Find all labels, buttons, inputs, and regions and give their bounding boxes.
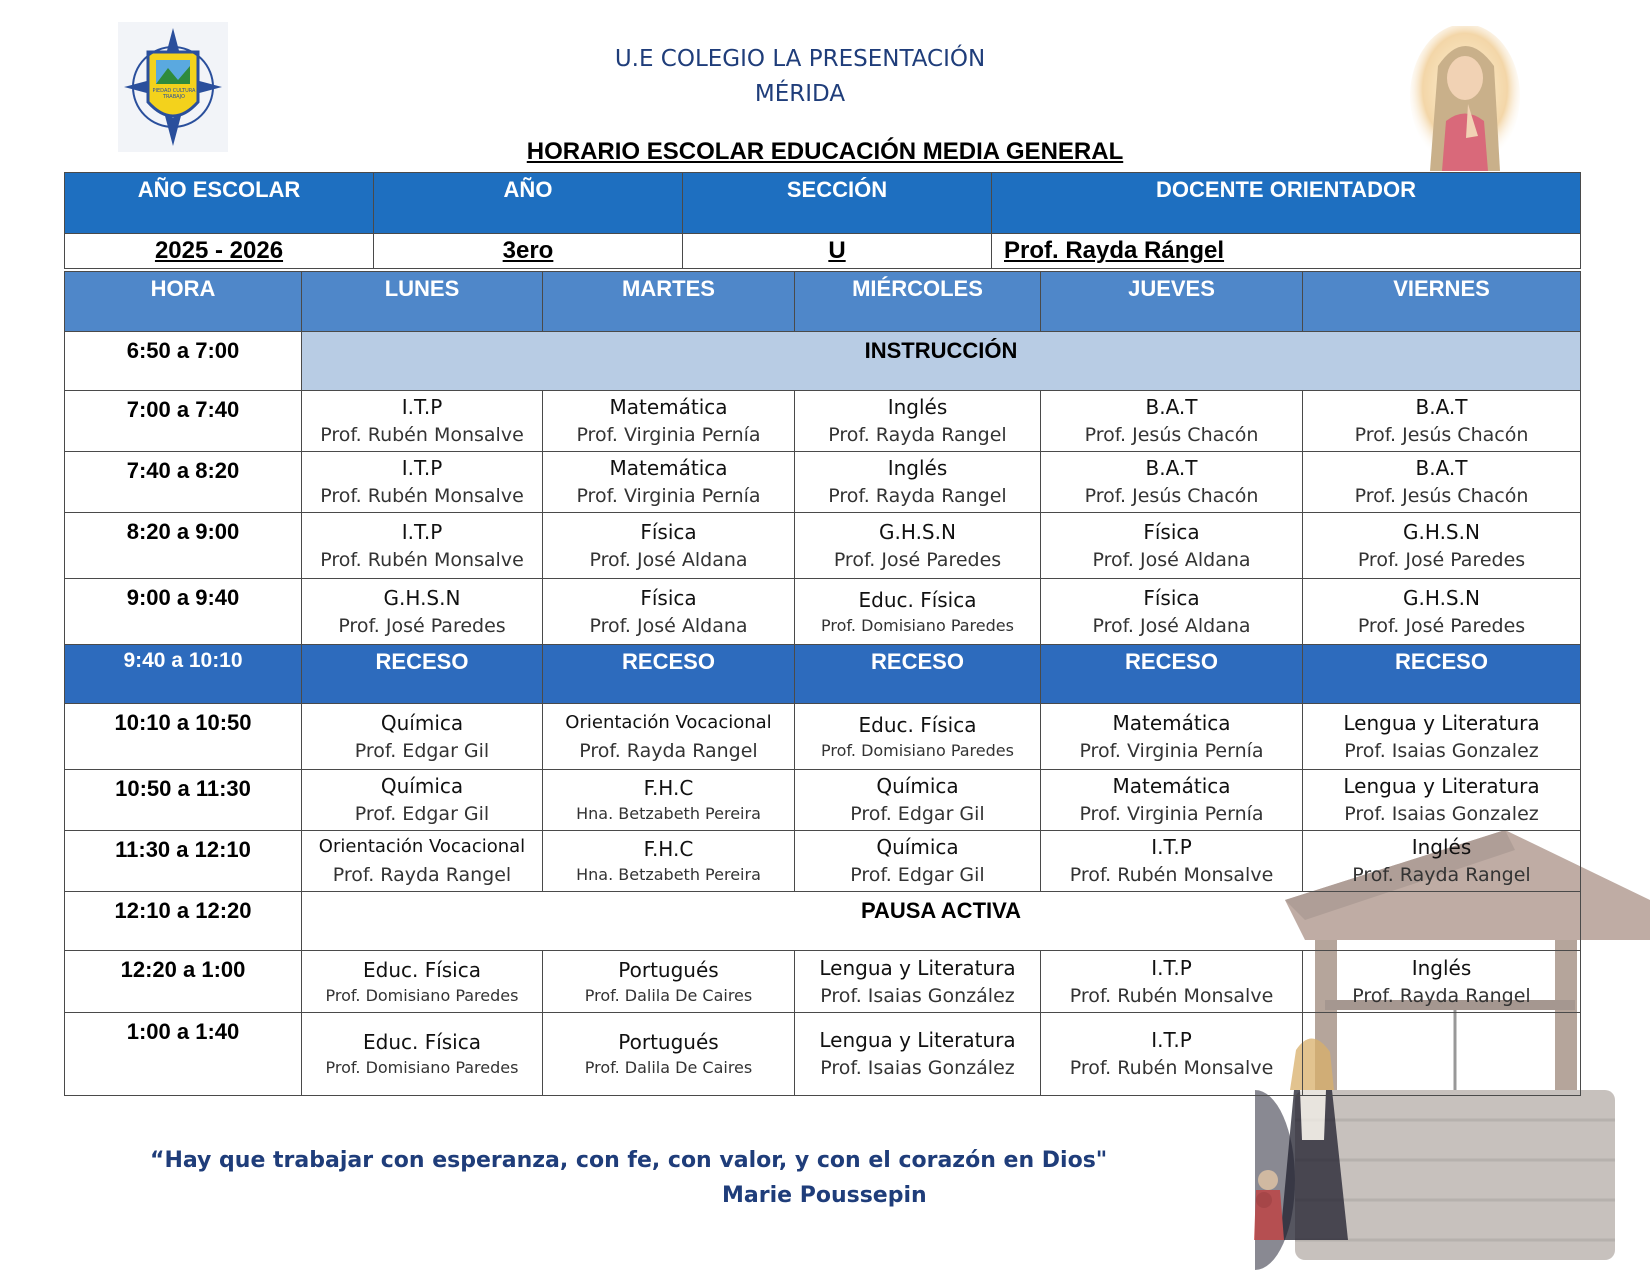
subject-name: Inglés [1411,835,1472,859]
subject-name: B.A.T [1415,456,1468,480]
teacher-name: Prof. Virginia Pernía [576,485,761,507]
teacher-name: Prof. Dalila De Caires [584,1058,753,1077]
class-cell [543,579,795,645]
subject-name: Física [640,519,697,544]
teacher-name: Prof. Rayda Rangel [828,485,1007,507]
hour-cell: 9:40 a 10:10 [65,645,302,704]
class-cell [302,1013,543,1096]
schedule-row [65,704,1581,770]
class-cell [302,579,543,645]
receso-cell: RECESO [1041,645,1303,704]
class-cell [302,951,543,1013]
subject-name: Lengua y Literatura [1343,774,1540,798]
label-year: AÑO [374,173,683,234]
value-school-year: 2025 - 2026 [65,234,374,269]
subject-name: Portugués [618,957,719,982]
subject-name: Química [380,774,464,798]
label-guidance-teacher: DOCENTE ORIENTADOR [992,173,1581,234]
class-cell [1041,1013,1303,1096]
teacher-name: Prof. Isaias González [820,984,1015,1007]
hour-cell: 7:00 a 7:40 [65,391,302,452]
subject-name: Lengua y Literatura [819,1028,1016,1052]
teacher-name: Prof. Dalila De Caires [584,985,753,1005]
teacher-name: Hna. Betzabeth Pereira [576,865,761,884]
class-cell [795,704,1041,770]
subject-name: I.T.P [1151,1028,1192,1052]
class-cell [543,951,795,1013]
class-cell [1303,831,1581,892]
class-cell [1303,1013,1581,1096]
active-pause-row [65,892,1581,951]
class-cell [302,770,543,831]
hour-cell: 10:50 a 11:30 [65,770,302,831]
header-wednesday: MIÉRCOLES [795,272,1041,332]
value-section: U [683,234,992,269]
header-monday: LUNES [302,272,543,332]
class-cell [1041,452,1303,513]
hour-cell: 12:10 a 12:20 [65,892,302,951]
teacher-name: Prof. Virginia Pernía [1079,803,1264,825]
teacher-name: Prof. Rayda Rangel [1352,984,1531,1007]
header-tuesday: MARTES [543,272,795,332]
class-cell [302,452,543,513]
teacher-name: Prof. Rubén Monsalve [1069,984,1274,1007]
hour-cell: 8:20 a 9:00 [65,513,302,579]
header-hour: HORA [65,272,302,332]
subject-name: Lengua y Literatura [819,955,1016,980]
header-friday: VIERNES [1303,272,1581,332]
subject-name: I.T.P [401,456,443,480]
subject-name: Física [1143,519,1200,544]
receso-row [65,645,1581,704]
class-cell [543,704,795,770]
teacher-name: Prof. Jesús Chacón [1354,424,1529,446]
receso-cell: RECESO [302,645,543,704]
schedule-row [65,831,1581,892]
subject-name: Orientación Vocacional [318,836,526,857]
teacher-name: Prof. Rayda Rangel [1352,864,1531,886]
subject-name: G.H.S.N [383,585,461,610]
label-section: SECCIÓN [683,173,992,234]
teacher-name: Prof. Rubén Monsalve [1069,1057,1274,1079]
teacher-name: Prof. Jesús Chacón [1084,424,1259,446]
schedule-row [65,579,1581,645]
subject-name: B.A.T [1145,395,1198,419]
class-cell [1303,951,1581,1013]
teacher-name: Prof. Domisiano Paredes [821,615,1014,635]
receso-cell: RECESO [1303,645,1581,704]
school-name: U.E COLEGIO LA PRESENTACIÓN [614,46,986,72]
subject-name: F.H.C [643,837,694,861]
class-cell [1041,704,1303,770]
subject-name: G.H.S.N [1403,519,1480,544]
teacher-name: Prof. Virginia Pernía [576,424,761,446]
teacher-name: Prof. Domisiano Paredes [325,985,519,1005]
teacher-name: Prof. Isaias González [820,1057,1015,1079]
subject-name: Educ. Física [362,1030,481,1054]
class-cell [1303,513,1581,579]
schedule-row [65,951,1581,1013]
class-cell [1041,951,1303,1013]
receso-cell: RECESO [543,645,795,704]
teacher-name: Prof. José Paredes [338,614,506,637]
subject-name: Matemática [1112,774,1231,798]
class-cell [1041,770,1303,831]
teacher-name: Prof. Jesús Chacón [1354,485,1529,507]
subject-name: Química [876,774,959,798]
label-school-year: AÑO ESCOLAR [65,173,374,234]
teacher-name: Prof. Edgar Gil [850,864,985,886]
hour-cell: 11:30 a 12:10 [65,831,302,892]
teacher-name: Prof. José Aldana [1092,614,1251,637]
schedule-row [65,391,1581,452]
class-cell [795,770,1041,831]
teacher-name: Prof. Domisiano Paredes [325,1058,519,1077]
subject-name: I.T.P [401,519,443,544]
class-cell [795,579,1041,645]
teacher-name: Prof. Isaias Gonzalez [1344,803,1539,825]
instruction-row [65,332,1581,391]
teacher-name: Prof. José Paredes [1357,548,1526,571]
subject-name: Matemática [1112,710,1231,735]
class-cell [1041,831,1303,892]
subject-name: Inglés [887,395,948,419]
subject-name: Portugués [618,1030,719,1054]
subject-name: Educ. Física [858,587,977,612]
school-logo [118,22,228,152]
hour-cell: 6:50 a 7:00 [65,332,302,391]
subject-name: G.H.S.N [1403,585,1480,610]
class-cell [543,1013,795,1096]
teacher-name: Prof. Jesús Chacón [1084,485,1259,507]
subject-name: Educ. Física [362,957,481,982]
subject-name: Química [876,835,959,859]
subject-name: I.T.P [401,395,443,419]
subject-name: Matemática [609,395,728,419]
class-cell [1303,704,1581,770]
hour-cell: 9:00 a 9:40 [65,579,302,645]
section-info-table [64,172,1581,269]
class-cell [1041,513,1303,579]
value-year: 3ero [374,234,683,269]
schedule-row [65,452,1581,513]
class-cell [543,831,795,892]
teacher-name: Hna. Betzabeth Pereira [576,804,761,823]
virgin-mary-image [1408,26,1523,171]
class-cell [1041,579,1303,645]
class-cell [1303,452,1581,513]
hour-cell: 12:20 a 1:00 [65,951,302,1013]
class-cell [1303,391,1581,452]
schedule-title: HORARIO ESCOLAR EDUCACIÓN MEDIA GENERAL [526,138,1124,165]
schedule-table [64,271,1581,1096]
teacher-name: Prof. Edgar Gil [354,739,490,762]
teacher-name: Prof. Rubén Monsalve [1069,864,1274,886]
teacher-name: Prof. Edgar Gil [850,803,985,825]
teacher-name: Prof. Edgar Gil [354,803,490,825]
instruction-cell: INSTRUCCIÓN [302,332,1581,391]
hour-cell: 1:00 a 1:40 [65,1013,302,1096]
subject-name: B.A.T [1415,395,1468,419]
teacher-name: Prof. Domisiano Paredes [821,740,1014,760]
value-guidance-teacher: Prof. Rayda Rángel [992,234,1581,269]
subject-name: G.H.S.N [879,519,956,544]
subject-name: Matemática [609,456,728,480]
class-cell [795,951,1041,1013]
subject-name: Educ. Física [858,712,977,737]
teacher-name: Prof. Rubén Monsalve [320,548,524,571]
class-cell [302,831,543,892]
logo-motto: PIEDAD CULTURA TRABAJO [152,88,196,100]
teacher-name: Prof. Rayda Rangel [579,739,758,762]
subject-name: Orientación Vocacional [565,711,772,733]
subject-name: Física [640,585,697,610]
class-cell [795,452,1041,513]
teacher-name: Prof. Rubén Monsalve [320,485,524,507]
teacher-name: Prof. Rubén Monsalve [320,424,524,446]
class-cell [543,770,795,831]
teacher-name: Prof. Isaias Gonzalez [1344,739,1539,762]
class-cell [795,391,1041,452]
footer-quote: “Hay que trabajar con esperanza, con fe, con valor, y con el corazón en Dios" [150,1148,1108,1173]
class-cell [1303,579,1581,645]
schedule-row [65,770,1581,831]
class-cell [1303,770,1581,831]
subject-name: Inglés [1411,955,1472,980]
schedule-row [65,513,1581,579]
teacher-name: Prof. Rayda Rangel [828,424,1007,446]
schedule-row [65,1013,1581,1096]
quote-author: Marie Poussepin [722,1183,927,1208]
header-thursday: JUEVES [1041,272,1303,332]
school-city: MÉRIDA [754,81,846,107]
class-cell [302,704,543,770]
class-cell [1041,391,1303,452]
receso-cell: RECESO [795,645,1041,704]
class-cell [795,1013,1041,1096]
class-cell [795,513,1041,579]
teacher-name: Prof. José Paredes [833,548,1002,571]
subject-name: B.A.T [1145,456,1198,480]
subject-name: Química [380,710,464,735]
class-cell [795,831,1041,892]
class-cell [543,513,795,579]
subject-name: I.T.P [1151,835,1192,859]
teacher-name: Prof. José Aldana [589,548,748,571]
subject-name: Física [1143,585,1200,610]
teacher-name: Prof. Rayda Rangel [332,864,512,886]
class-cell [302,513,543,579]
hour-cell: 7:40 a 8:20 [65,452,302,513]
subject-name: Lengua y Literatura [1343,710,1540,735]
subject-name: F.H.C [643,776,694,800]
teacher-name: Prof. José Paredes [1357,614,1526,637]
class-cell [302,391,543,452]
hour-cell: 10:10 a 10:50 [65,704,302,770]
active-pause-cell: PAUSA ACTIVA [302,892,1581,951]
teacher-name: Prof. José Aldana [589,614,748,637]
subject-name: Inglés [887,456,948,480]
class-cell [543,391,795,452]
class-cell [543,452,795,513]
teacher-name: Prof. Virginia Pernía [1079,739,1264,762]
teacher-name: Prof. José Aldana [1092,548,1251,571]
subject-name: I.T.P [1151,955,1192,980]
